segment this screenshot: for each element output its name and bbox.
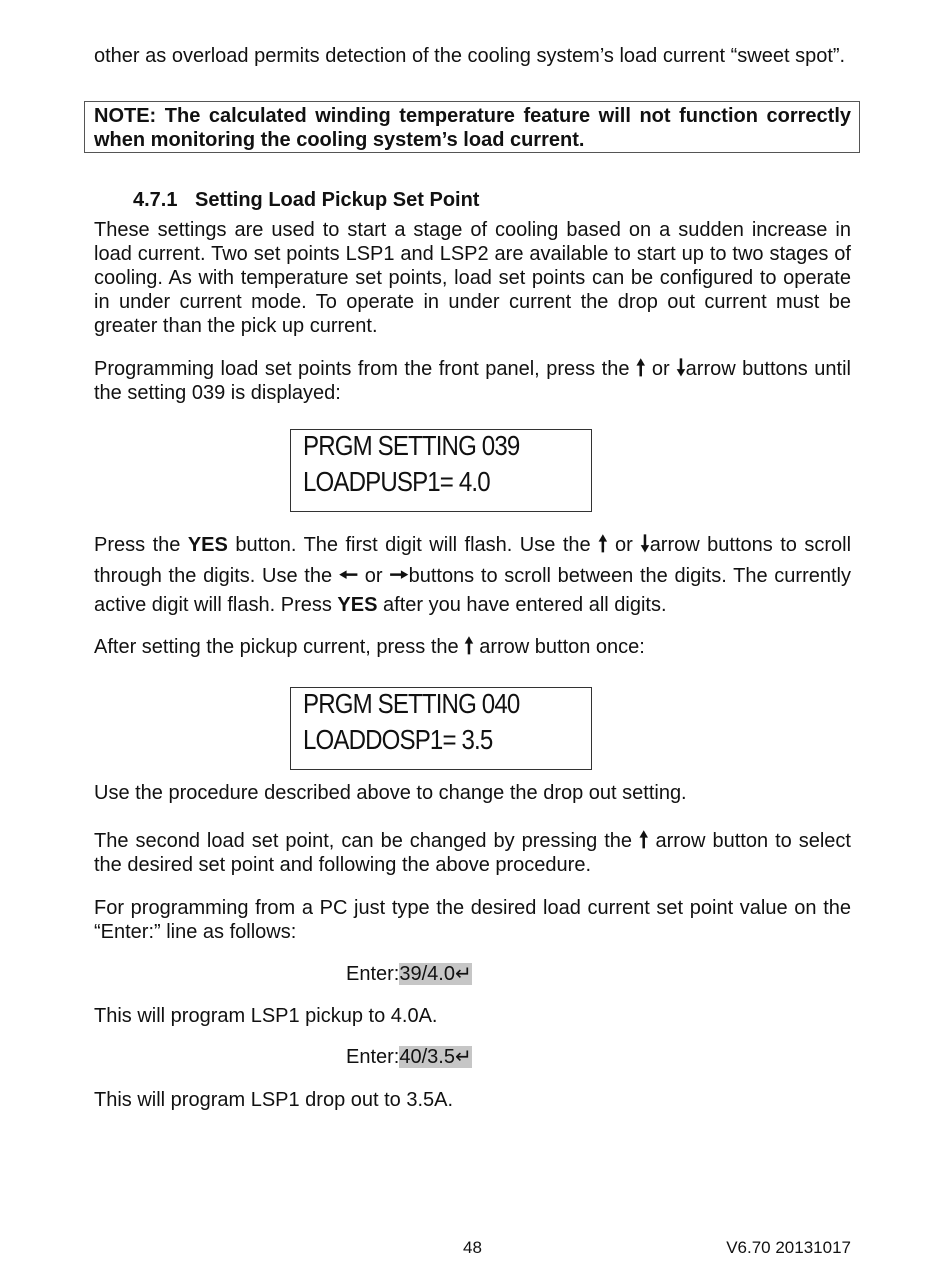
enter-value-1: 39/4.0↵ — [399, 963, 472, 985]
note-text: NOTE: The calculated winding temperature feature will not function correctly when monitoring the cooling system’s load current. — [94, 105, 851, 151]
down-arrow-icon: 🠗 — [676, 355, 686, 380]
intro-paragraph: other as overload permits detection of the cooling system’s load current “sweet spot”. — [94, 45, 846, 67]
lcd-line-2: LOADPUSP1= 4.0 — [303, 466, 490, 497]
lcd-line-2: LOADDOSP1= 3.5 — [303, 724, 493, 755]
right-arrow-icon: 🠖 — [389, 562, 409, 587]
paragraph-procedure: Use the procedure described above to change the drop out setting. — [94, 782, 687, 804]
version-label: V6.70 20131017 — [726, 1238, 851, 1257]
left-arrow-icon: 🠔 — [338, 562, 359, 587]
enter-value-2: 40/3.5↵ — [399, 1046, 472, 1068]
up-arrow-icon: 🠕 — [639, 827, 649, 852]
paragraph-front-panel: Programming load set points from the front panel, press the 🠕 or 🠗arrow buttons until the setting 039 is displayed: — [94, 355, 851, 404]
yes-label: YES — [337, 594, 378, 616]
up-arrow-icon: 🠕 — [635, 355, 646, 380]
yes-label: YES — [187, 534, 228, 556]
lcd-line-1: PRGM SETTING 040 — [303, 688, 520, 719]
paragraph-pc-programming: For programming from a PC just type the desired load current set point value on the “Enter:” line as follows: — [94, 897, 851, 943]
enter-line-2: Enter:40/3.5↵ — [346, 1046, 472, 1068]
section-title: Setting Load Pickup Set Point — [195, 189, 480, 211]
paragraph-after-pickup: After setting the pickup current, press the 🠕 arrow button once: — [94, 633, 645, 658]
paragraph-second-setpoint: The second load set point, can be changed by pressing the 🠕 arrow button to select the desired set point and following the above procedure. — [94, 827, 851, 876]
page-number: 48 — [463, 1238, 482, 1257]
paragraph-lsp1-pickup: This will program LSP1 pickup to 4.0A. — [94, 1005, 438, 1027]
up-arrow-icon: 🠕 — [598, 531, 608, 556]
paragraph-lsp1-dropout: This will program LSP1 drop out to 3.5A. — [94, 1089, 454, 1111]
paragraph-load-settings: These settings are used to start a stage of cooling based on a sudden increase in load current. Two set points LSP1 and LSP2 are available to start up to two stages of cooling. As with temperature set points, load set points can be configured to operate in under current mode. To operate in under current the drop out current must be greater than the pick up current. — [94, 219, 851, 337]
section-heading — [133, 188, 479, 212]
enter-line-1: Enter:39/4.0↵ — [346, 963, 472, 985]
lcd-line-1: PRGM SETTING 039 — [303, 430, 520, 461]
section-number: 4.7.1 — [133, 189, 178, 211]
lcd-display-039 — [290, 429, 592, 512]
lcd-display-040 — [290, 687, 592, 770]
paragraph-yes-button: Press the YES button. The first digit will flash. Use the 🠕 or 🠗arrow buttons to scroll through the digits. Use the 🠔 or 🠖buttons to scroll between the digits. The currently active digit will flash. Press YES after you have entered all digits. — [94, 531, 852, 616]
up-arrow-icon: 🠕 — [464, 633, 474, 658]
down-arrow-icon: 🠗 — [640, 531, 650, 556]
